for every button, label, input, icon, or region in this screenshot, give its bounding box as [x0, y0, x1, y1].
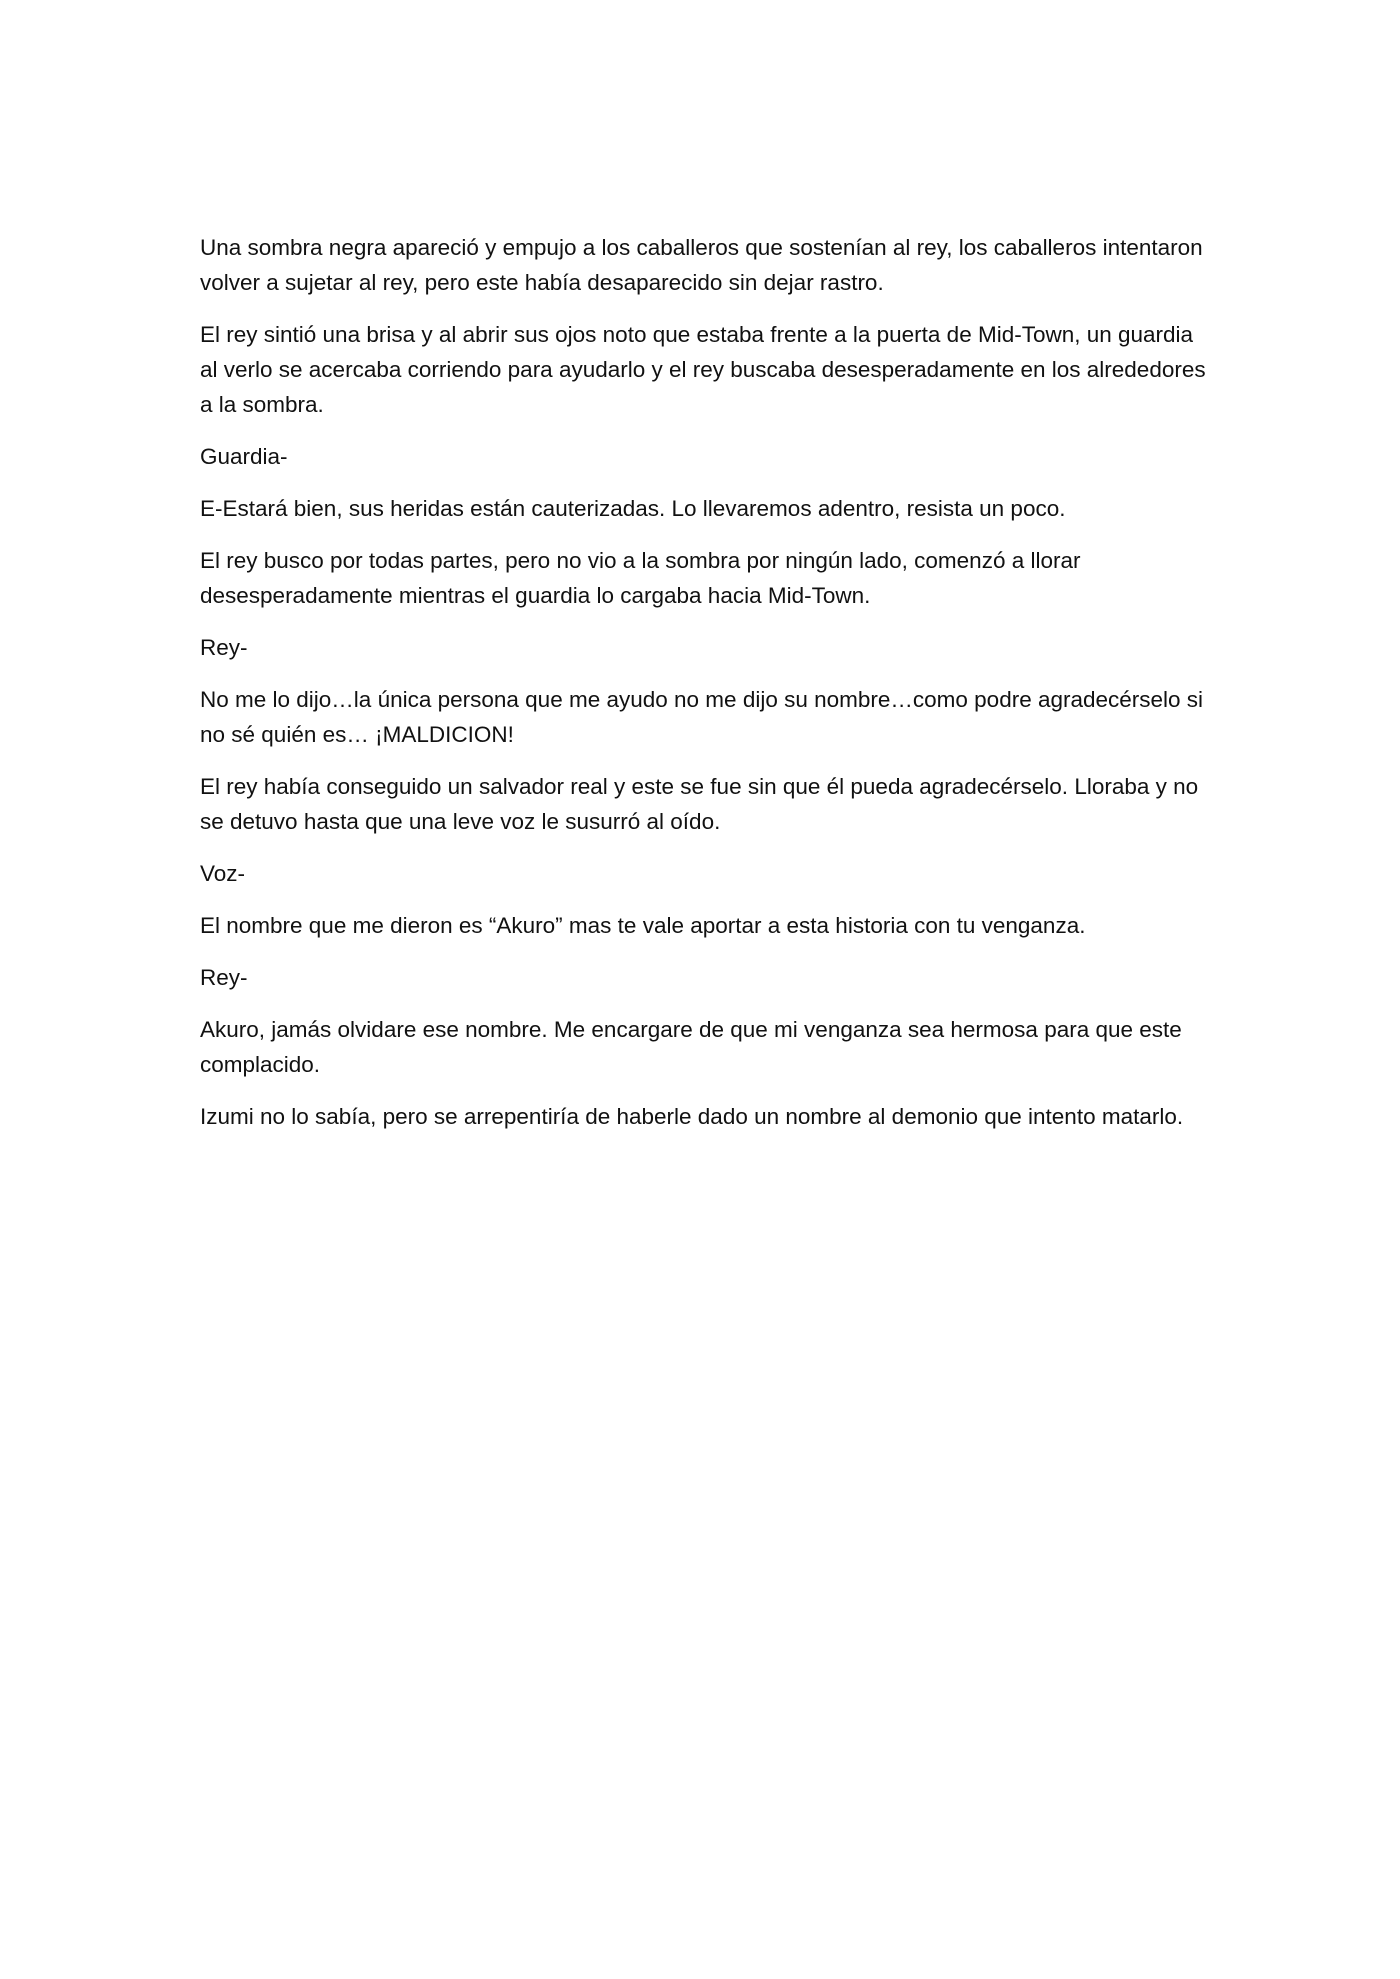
dialogue-line: E-Estará bien, sus heridas están cauterizadas. Lo llevaremos adentro, resista un poco.	[200, 496, 1066, 521]
paragraph: El rey busco por todas partes, pero no vio a la sombra por ningún lado, comenzó a llorar desesperadamente mientras el guardia lo cargaba hacia Mid-Town.	[200, 548, 1081, 608]
paragraph: Una sombra negra apareció y empujo a los caballeros que sostenían al rey, los caballeros intentaron volver a sujetar al rey, pero este había desaparecido sin dejar rastro.	[200, 235, 1203, 295]
speaker-label: Rey-	[200, 635, 248, 660]
paragraph: El rey sintió una brisa y al abrir sus ojos noto que estaba frente a la puerta de Mid-Town, un guardia al verlo se acercaba corriendo para ayudarlo y el rey buscaba desesperadamente en los alrededores a la sombra.	[200, 322, 1206, 417]
paragraph: El rey había conseguido un salvador real y este se fue sin que él pueda agradecérselo. Lloraba y no se detuvo hasta que una leve voz le susurró al oído.	[200, 774, 1199, 834]
speaker-label: Voz-	[200, 861, 246, 886]
document-body	[200, 230, 1210, 1151]
dialogue-line: El nombre que me dieron es “Akuro” mas te vale aportar a esta historia con tu venganza.	[200, 913, 1086, 938]
speaker-label: Guardia-	[200, 444, 288, 469]
dialogue-line: Akuro, jamás olvidare ese nombre. Me encargare de que mi venganza sea hermosa para que este complacido.	[200, 1017, 1182, 1077]
speaker-label: Rey-	[200, 965, 248, 990]
paragraph: Izumi no lo sabía, pero se arrepentiría de haberle dado un nombre al demonio que intento matarlo.	[200, 1104, 1184, 1129]
dialogue-line: No me lo dijo…la única persona que me ayudo no me dijo su nombre…como podre agradecérselo si no sé quién es… ¡MALDICION!	[200, 687, 1204, 747]
